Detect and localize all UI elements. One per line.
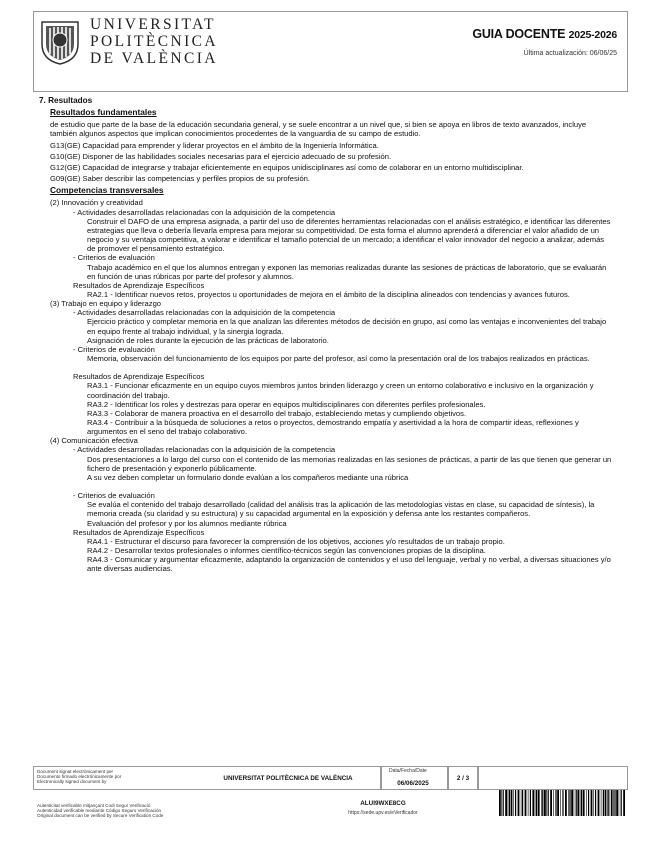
criteria-label: - Criterios de evaluación xyxy=(73,344,155,354)
activities-text: Ejercicio práctico y completar memoria en la que analizan las diferentes métodos de decisión en grupo, así como las ventajas e inconvenientes del trabajo en equipo frente al trabajo individual, y la sinergia lograda. xyxy=(87,317,607,336)
barcode-bar xyxy=(550,790,552,816)
document-header xyxy=(33,11,628,92)
criteria-text: Se evalúa el contenido del trabajo desarrollado (calidad del análisis tras la aplicación de las metodologías vistas en clase, su capacidad de síntesis), la memoria creada (su claridad y su estructura) y su capacidad argumental en la exposición y defensa ante los restantes compañeros. xyxy=(87,500,595,519)
criteria-text: Memoria, observación del funcionamiento de los equipos por parte del profesor, así como la presentación oral de los trabajos realizados en prácticas. xyxy=(87,354,590,364)
barcode-bar xyxy=(588,790,589,816)
barcode-bar xyxy=(503,790,504,816)
barcode-bar xyxy=(528,790,529,816)
barcode-bar xyxy=(548,790,549,816)
barcode-bar xyxy=(580,790,581,816)
activities-label: - Actividades desarrolladas relacionadas con la adquisición de la competencia xyxy=(73,308,336,318)
learning-results-label: Resultados de Aprendizaje Específicos xyxy=(73,372,205,382)
barcode-bar xyxy=(560,790,561,816)
barcode-bar xyxy=(515,790,516,816)
barcode-bar xyxy=(532,790,534,816)
university-name: UNIVERSITAT POLITÈCNICA DE VALÈNCIA xyxy=(90,16,219,67)
barcode-bar xyxy=(535,790,536,816)
competence-title: (4) Comunicación efectiva xyxy=(50,436,138,446)
barcode-bar xyxy=(613,790,614,816)
page-number: 2 / 3 xyxy=(456,775,470,782)
barcode-bar xyxy=(619,790,620,816)
barcode-bar xyxy=(607,790,608,816)
barcode-bar xyxy=(601,790,602,816)
learning-result: RA3.3 - Colaborar de manera proactiva en el desarrollo del trabajo, estableciendo metas y cumpliendo objetivos. xyxy=(87,408,467,418)
learning-result: RA3.2 - Identificar los roles y destrezas para operar en equipos multidisciplinares con diferentes perfiles profesionales. xyxy=(87,399,486,409)
transversal-competences-heading: Competencias transversales xyxy=(50,185,164,196)
verification-text: Autenticitat verificable mitjançant Codi Segur Verificació Autenticidad verificable mediante Código Seguro Verificación Original document can be verified by Secure Verification Code xyxy=(37,803,164,819)
academic-year: 2025-2026 xyxy=(568,29,617,41)
barcode-bar xyxy=(513,790,514,816)
criteria-text: Trabajo académico en el que los alumnos entregan y exponen las memorias realizadas durante las sesiones de prácticas de laboratorio, que se evaluarán en función de unas rúbricas por parte del profesor y alumnos. xyxy=(87,262,607,281)
verification-barcode xyxy=(499,790,627,816)
signature-footer xyxy=(33,766,628,824)
barcode-bar xyxy=(505,790,507,816)
footer-divider xyxy=(477,766,479,790)
barcode-bar xyxy=(538,790,540,816)
barcode-bar xyxy=(546,790,547,816)
footer-university: UNIVERSITAT POLITÈCNICA DE VALÈNCIA xyxy=(223,775,353,782)
barcode-bar xyxy=(621,790,622,816)
last-update: Última actualización: 06/06/25 xyxy=(523,50,617,57)
barcode-bar xyxy=(581,790,582,816)
barcode-bar xyxy=(568,790,569,816)
barcode-bar xyxy=(577,790,579,816)
barcode-bar xyxy=(576,790,577,816)
barcode-bar xyxy=(541,790,542,816)
barcode-bar xyxy=(616,790,618,816)
fundamental-item: G12(GE) Capacidad de integrarse y trabajar eficientemente en equipos unidisciplinares así como de colaborar en un entorno multidisciplinar. xyxy=(50,162,524,172)
activities-label: - Actividades desarrolladas relacionadas con la adquisición de la competencia xyxy=(73,207,336,217)
barcode-bar xyxy=(499,790,501,816)
learning-result: RA4.1 - Estructurar el discurso para favorecer la comprensión de los objetivos, acciones y/o resultados de un trabajo propio. xyxy=(87,536,505,546)
criteria-label: - Criterios de evaluación xyxy=(73,253,155,263)
activities-text: A su vez deben completar un formulario donde evalúan a los compañeros mediante una rúbrica xyxy=(87,472,409,482)
barcode-bar xyxy=(569,790,570,816)
barcode-bar xyxy=(595,790,596,816)
activities-text: Construir el DAFO de una empresa asignada, a partir del uso de diferentes herramientas relacionadas con el análisis estratégico, e identificar las diferentes estrategias que lleva o debería llevarla empresa para mejorar su competitividad. De esta forma el alumno aprenderá a diferenciar el valor añadido de un negocio y su ventaja competitiva, a valorar e identificar el tamaño potencial de un mercado; a identificar el valor innovador del negocio a analizar, además de promover el pensamiento estratégico. xyxy=(87,216,611,254)
learning-result: RA4.3 - Comunicar y argumentar eficazmente, adaptando la organización de contenidos y el uso del lenguaje, verbal y no verbal, a diversas situaciones y/o ante diversas audiencias. xyxy=(87,555,611,574)
barcode-bar xyxy=(611,790,613,816)
activities-text: Dos presentaciones a lo largo del curso con el contenido de las memorias realizadas en las sesiones de prácticas, a partir de las que tienen que generar un fichero de presentación y exponerlo públicamente. xyxy=(87,454,612,473)
barcode-bar xyxy=(518,790,520,816)
barcode-bar xyxy=(525,790,527,816)
fundamental-item: G09(GE) Saber describir las competencias y perfiles propios de su profesión. xyxy=(50,174,310,184)
learning-result: RA3.4 - Contribuir a la búsqueda de soluciones a retos o proyectos, demostrando empatía y asertividad a la hora de compartir ideas, reflexiones y argumentos en el seno del trabajo colaborativo. xyxy=(87,418,579,437)
barcode-bar xyxy=(544,790,546,816)
competence-title: (2) Innovación y creatividad xyxy=(50,198,143,208)
barcode-bar xyxy=(501,790,502,816)
date-label: Data/Fecha/Date xyxy=(389,768,427,774)
barcode-bar xyxy=(530,790,531,816)
barcode-bar xyxy=(521,790,522,816)
barcode-bar xyxy=(508,790,509,816)
activities-label: - Actividades desarrolladas relacionadas con la adquisición de la competencia xyxy=(73,445,336,455)
fundamental-item: G10(GE) Disponer de las habilidades sociales necesarias para el ejercicio adecuado de su profesión. xyxy=(50,151,392,161)
barcode-bar xyxy=(623,790,625,816)
barcode-bar xyxy=(562,790,563,816)
barcode-bar xyxy=(542,790,543,816)
criteria-label: - Criterios de evaluación xyxy=(73,491,155,501)
barcode-bar xyxy=(574,790,575,816)
activities-text: Asignación de roles durante la ejecución de las prácticas de laboratorio. xyxy=(87,335,329,345)
criteria-text: Evaluación del profesor y por los alumnos mediante rúbrica xyxy=(87,518,287,528)
fundamental-item: G13(GE) Capacidad para emprender y liderar proyectos en el ámbito de la Ingeniería Informática. xyxy=(50,140,379,150)
barcode-bar xyxy=(598,790,600,816)
barcode-bar xyxy=(522,790,523,816)
barcode-bar xyxy=(553,790,554,816)
learning-result: RA3.1 - Funcionar eficazmente en un equipo cuyos miembros juntos brinden liderazgo y creen un entorno colaborativo e inclusivo en la organización y coordinación del trabajo. xyxy=(87,381,594,400)
learning-results-label: Resultados de Aprendizaje Específicos xyxy=(73,280,205,290)
barcode-bar xyxy=(591,790,593,816)
barcode-bar xyxy=(586,790,587,816)
barcode-bar xyxy=(571,790,573,816)
verification-code: ALUI9WXE8CG xyxy=(360,800,406,807)
verification-url: https://sede.upv.es/eVerificador xyxy=(348,810,418,816)
fundamental-results-heading: Resultados fundamentales xyxy=(50,107,157,118)
university-seal-logo xyxy=(38,18,82,66)
results-section xyxy=(39,96,614,574)
barcode-bar xyxy=(614,790,615,816)
barcode-bar xyxy=(509,790,510,816)
fundamental-item: de estudio que parte de la base de la educación secundaria general, y se suele encontrar a un nivel que, si bien se apoya en libros de texto avanzados, incluye también algunos aspectos que implican conocimientos procedentes de la vanguardia de su campo de estudio. xyxy=(50,120,587,139)
barcode-bar xyxy=(536,790,537,816)
competence-title: (3) Trabajo en equipo y liderazgo xyxy=(50,299,162,309)
barcode-bar xyxy=(603,790,604,816)
signature-date: 06/06/2025 xyxy=(397,780,429,787)
barcode-bar xyxy=(555,790,556,816)
barcode-bar xyxy=(565,790,567,816)
learning-result: RA2.1 - Identificar nuevos retos, proyectos u oportunidades de mejora en el ámbito de la disciplina alineados con tendencias y avances futuros. xyxy=(87,289,570,299)
signed-by-text: Document signat electrònicament per Documento firmado electrónicamente por Electronically signed document by xyxy=(37,769,122,785)
learning-results-label: Resultados de Aprendizaje Específicos xyxy=(73,527,205,537)
section-title: 7. Resultados xyxy=(39,96,93,105)
barcode-bar xyxy=(557,790,559,816)
barcode-bar xyxy=(511,790,513,816)
barcode-bar xyxy=(593,790,594,816)
guide-title: GUIA DOCENTE 2025-2026 xyxy=(472,27,617,41)
barcode-bar xyxy=(583,790,585,816)
learning-result: RA4.2 - Desarrollar textos profesionales o informes científico-técnicos según las convenciones propias de la disciplina. xyxy=(87,546,486,556)
footer-divider xyxy=(380,766,382,790)
barcode-bar xyxy=(608,790,609,816)
barcode-bar xyxy=(605,790,607,816)
